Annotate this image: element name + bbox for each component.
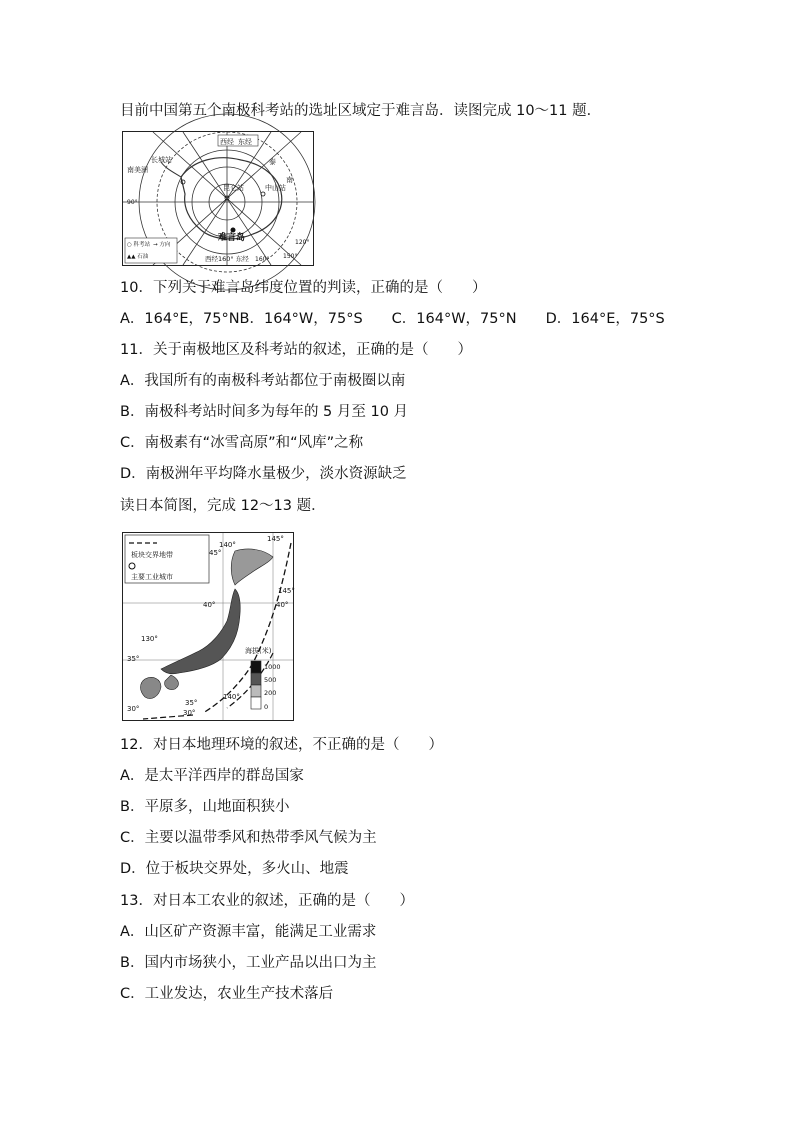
- q13-option-c: C．工业发达，农业生产技术落后: [120, 986, 334, 1002]
- label-nanyan-island: 难言岛: [218, 233, 246, 243]
- label-45: 45°: [209, 549, 222, 557]
- q11-stem: 11．关于南极地区及科考站的叙述，正确的是（ ）: [120, 342, 472, 358]
- label-120e: 120°: [295, 239, 310, 246]
- elevation-200: 200: [264, 689, 277, 697]
- label-145-top: 145°: [267, 535, 284, 543]
- legend-features: ▲▲ 石油: [127, 254, 149, 260]
- label-south-america: 南美洲: [127, 166, 148, 174]
- label-ocean-east: 南: [286, 176, 293, 184]
- antarctic-map-graphic: [123, 132, 313, 265]
- q11-option-b: B．南极科考站时间多为每年的 5 月至 10 月: [120, 404, 409, 420]
- q12-option-d: D．位于板块交界处，多火山、地震: [120, 861, 349, 877]
- station-zhongshan-marker: [261, 192, 265, 196]
- label-bottom-lon: 西经160° 东经: [205, 255, 249, 263]
- elevation-legend-title: 海拔(米): [245, 647, 272, 655]
- legend-industrial-city: 主要工业城市: [131, 573, 173, 581]
- label-30-left: 30°: [127, 705, 140, 713]
- label-taishan: 泰: [269, 158, 276, 166]
- label-great-wall-station: 长城站: [151, 156, 172, 164]
- legend-direction: → 方向: [153, 242, 171, 248]
- label-160: 160°: [255, 256, 270, 263]
- elevation-500: 500: [264, 676, 277, 684]
- label-kunlun-station: 昆仑站: [223, 184, 244, 192]
- label-40-right: 40°: [276, 601, 289, 609]
- label-35-bottom: 35°: [185, 699, 198, 707]
- elevation-1000: 1000: [264, 663, 281, 671]
- label-40-left: 40°: [203, 601, 216, 609]
- q10-stem: 10．下列关于难言岛纬度位置的判读，正确的是（ ）: [120, 280, 487, 296]
- q11-option-d: D．南极洲年平均降水量极少，淡水资源缺乏: [120, 466, 407, 482]
- elevation-swatch-200: [251, 685, 261, 697]
- intro-japan: 读日本简图，完成 12～13 题．: [120, 498, 326, 514]
- label-90w: 90°: [127, 199, 138, 206]
- label-130: 130°: [141, 635, 158, 643]
- label-30-bottom: 30°: [183, 709, 196, 717]
- q11-option-a: A．我国所有的南极科考站都位于南极圈以南: [120, 373, 406, 389]
- label-150: 150°: [283, 253, 298, 260]
- label-140-top: 140°: [219, 541, 236, 549]
- q12-option-c: C．主要以温带季风和热带季风气候为主: [120, 830, 377, 846]
- q13-option-a: A．山区矿产资源丰富，能满足工业需求: [120, 924, 377, 940]
- label-zhongshan-station: 中山站: [265, 184, 286, 192]
- q13-stem: 13．对日本工农业的叙述，正确的是（ ）: [120, 893, 414, 909]
- label-35-left: 35°: [127, 655, 140, 663]
- label-east-lon: 东经: [238, 138, 252, 146]
- elevation-swatch-1000: [251, 661, 261, 673]
- elevation-0: 0: [264, 703, 269, 711]
- q12-option-a: A．是太平洋西岸的群岛国家: [120, 768, 304, 784]
- label-145-right: 145°: [278, 587, 295, 595]
- label-west-east: 西经: [220, 138, 234, 146]
- q12-option-b: B．平原多，山地面积狭小: [120, 799, 290, 815]
- nanyan-island-marker: [231, 228, 236, 233]
- intro-antarctic: 目前中国第五个南极科考站的选址区域定于难言岛．读图完成 10～11 题．: [120, 103, 602, 119]
- elevation-swatch-500: [251, 673, 261, 685]
- antarctic-map: [122, 131, 314, 266]
- q13-option-b: B．国内市场狭小，工业产品以出口为主: [120, 955, 377, 971]
- label-140-bottom: 140°: [223, 693, 240, 701]
- japan-map: [122, 532, 294, 721]
- q10-options: A．164°E，75°NB．164°W，75°S C．164°W，75°N D．164°E，75°S: [120, 311, 665, 327]
- legend-plate-boundary: 板块交界地带: [131, 551, 173, 559]
- q11-option-c: C．南极素有“冰雪高原”和“风库”之称: [120, 435, 364, 451]
- q12-stem: 12．对日本地理环境的叙述，不正确的是（ ）: [120, 737, 443, 753]
- elevation-swatch-0: [251, 697, 261, 709]
- japan-map-graphic: [123, 533, 293, 720]
- legend-station: ○ 科考站: [127, 242, 151, 248]
